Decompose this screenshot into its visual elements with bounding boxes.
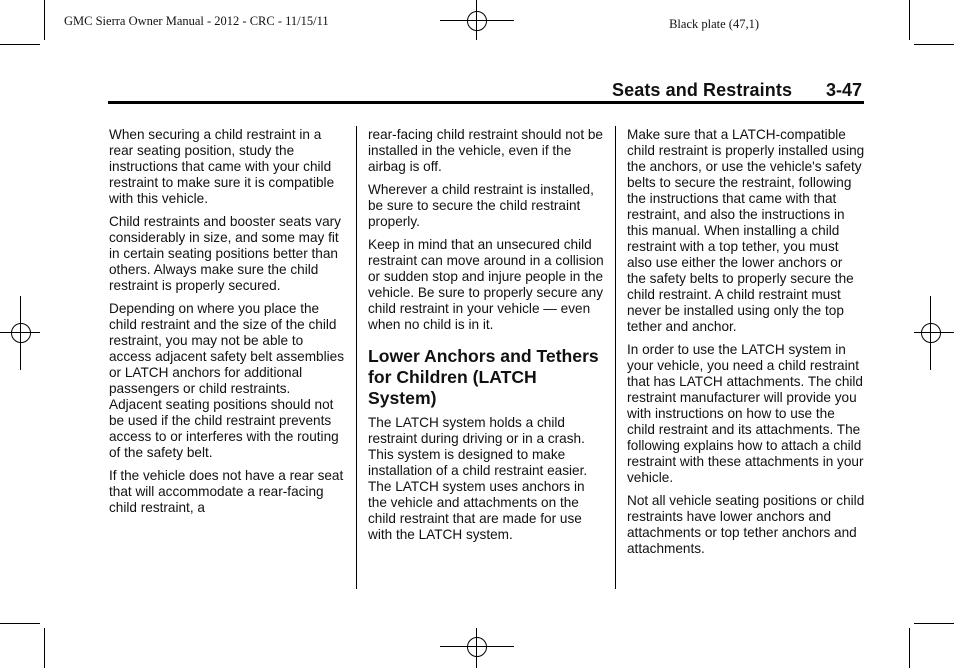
paragraph: rear-facing child restraint should not be installed in the vehicle, even if the airbag is off. [368,127,603,174]
registration-mark-right [910,296,954,370]
crop-mark-bottom-right-vertical [909,628,910,668]
registration-mark-left [0,296,44,370]
section-heading: Lower Anchors and Tethers for Children (LATCH System) [368,346,599,408]
registration-mark-bottom [440,624,514,668]
section-title: Seats and Restraints [612,80,793,100]
text-column-1 [109,127,345,523]
paragraph: If the vehicle does not have a rear seat that will accommodate a rear-facing child restraint, a [109,468,344,515]
print-header-right: Black plate (47,1) [669,17,759,31]
paragraph: Child restraints and booster seats vary considerably in size, and some may fit in certain seating positions better than others. Always make sure the child restraint is properly secured. [109,214,341,293]
crop-mark-top-left-horizontal [0,44,40,45]
paragraph: Wherever a child restraint is installed, be sure to secure the child restraint properly. [368,182,594,229]
paragraph: Make sure that a LATCH-compatible child restraint is properly installed using the anchors, or use the vehicle's safety belts to secure the restraint, following the instructions that came with that restraint, and also the instructions in this manual. When installing a child restraint with a top tether, you must also use either the lower anchors or the safety belts to properly secure the child restraint. A child restraint must never be installed using only the top tether and anchor. [627,127,865,334]
header-rule [108,101,864,104]
paragraph: In order to use the LATCH system in your vehicle, you need a child restraint that has LATCH attachments. The child restraint manufacturer will provide you with instructions on how to use the child restraint and its attachments. The following explains how to attach a child restraint with these attachments in your vehicle. [627,342,864,485]
paragraph: Keep in mind that an unsecured child restraint can move around in a collision or sudden stop and injure people in the vehicle. Be sure to properly secure any child restraint in your vehicle — even when no child is in it. [368,237,604,332]
crop-mark-bottom-left-vertical [44,628,45,668]
crop-mark-top-left-vertical [44,0,45,40]
paragraph: The LATCH system holds a child restraint during driving or in a crash. This system is designed to make installation of a child restraint easier. The LATCH system uses anchors in the vehicle and attachments on the child restraint that are made for use with the LATCH system. [368,415,588,542]
crop-mark-bottom-left-horizontal [0,623,40,624]
text-column-2 [368,127,606,550]
print-header-left: GMC Sierra Owner Manual - 2012 - CRC - 11/15/11 [64,14,329,28]
crop-mark-top-right-vertical [909,0,910,40]
page-number: 3-47 [826,80,863,100]
paragraph: When securing a child restraint in a rear seating position, study the instructions that came with your child restraint to make sure it is compatible with this vehicle. [109,127,335,206]
crop-mark-top-right-horizontal [914,44,954,45]
crop-mark-bottom-right-horizontal [914,623,954,624]
registration-mark-top [440,0,514,44]
paragraph: Depending on where you place the child restraint and the size of the child restraint, you may not be able to access adjacent safety belt assemblies or LATCH anchors for additional passengers or child restraints. Adjacent seating positions should not be used if the child restraint prevents access to or interferes with the routing of the safety belt. [109,301,344,460]
column-divider-1 [356,126,357,589]
text-column-3 [627,127,865,564]
column-divider-2 [615,126,616,589]
paragraph: Not all vehicle seating positions or child restraints have lower anchors and attachments or top tether anchors and attachments. [627,493,865,556]
